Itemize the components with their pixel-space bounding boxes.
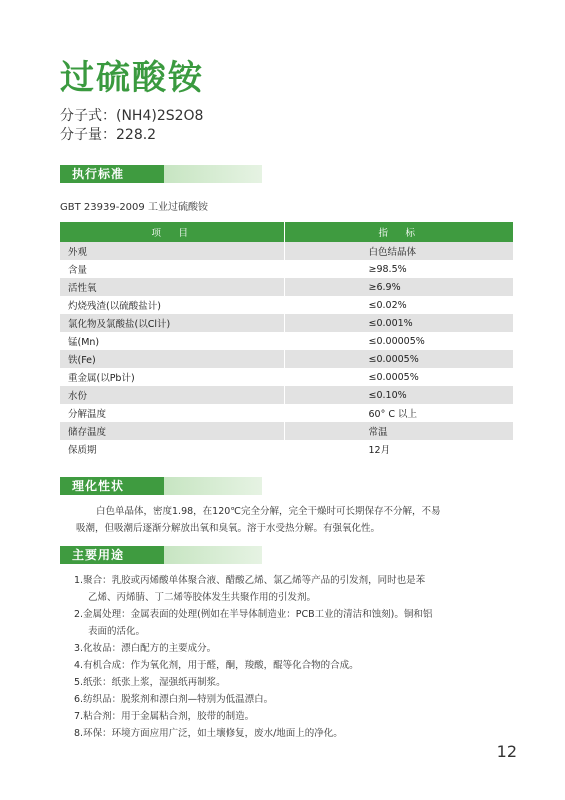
table-cell-item: 活性氧 [60, 278, 284, 296]
table-cell-spec: ≤0.10% [284, 386, 513, 404]
table-cell-item: 氯化物及氯酸盐(以Cl计) [60, 314, 284, 332]
table-cell-item: 分解温度 [60, 404, 284, 422]
properties-paragraph [60, 503, 515, 537]
list-item: 1.聚合：乳胶或丙烯酸单体聚合液、醋酸乙烯、氯乙烯等产品的引发剂，同时也是苯 [74, 575, 426, 586]
properties-line-1: 白色单晶体，密度1.98，在120℃完全分解，完全干燥时可长期保存不分解，不易 [96, 506, 441, 517]
page-number: 12 [496, 742, 517, 761]
list-item: 6.纺织品：脱浆剂和漂白剂—特别为低温漂白。 [74, 694, 274, 705]
table-row [60, 422, 513, 440]
table-row [60, 332, 513, 350]
table-row [60, 350, 513, 368]
section-bar-light [164, 477, 262, 495]
table-cell-item: 外观 [60, 242, 284, 260]
table-row [60, 386, 513, 404]
list-item-continuation: 表面的活化。 [88, 626, 146, 637]
list-item: 7.粘合剂：用于金属粘合剂，胶带的制造。 [74, 711, 255, 722]
section-title-uses: 主要用途 [72, 548, 125, 562]
table-cell-spec: 12月 [284, 440, 513, 458]
table-cell-spec: ≤0.00005% [284, 332, 513, 350]
table-cell-item: 锰(Mn) [60, 332, 284, 350]
table-row [60, 440, 513, 458]
table-row [60, 260, 513, 278]
table-cell-spec: ≤0.02% [284, 296, 513, 314]
section-header-standard [60, 165, 262, 183]
table-row [60, 242, 513, 260]
molecular-formula: 分子式：(NH4)2S2O8 [60, 108, 204, 124]
table-cell-item: 保质期 [60, 440, 284, 458]
spec-table [60, 222, 513, 458]
list-item: 8.环保：环境方面应用广泛，如土壤修复，废水/地面上的净化。 [74, 728, 343, 739]
table-cell-spec: ≤0.0005% [284, 368, 513, 386]
table-cell-spec: ≥98.5% [284, 260, 513, 278]
header-item: 项 目 [60, 222, 284, 242]
section-header-uses [60, 546, 262, 564]
uses-list [74, 572, 524, 742]
table-cell-spec: ≤0.001% [284, 314, 513, 332]
list-item: 4.有机合成：作为氧化剂，用于醛，酮，羧酸，醌等化合物的合成。 [74, 660, 359, 671]
table-cell-spec: 常温 [284, 422, 513, 440]
table-cell-item: 重金属(以Pb计) [60, 368, 284, 386]
table-cell-item: 灼烧残渣(以硫酸盐计) [60, 296, 284, 314]
page-title: 过硫酸铵 [60, 58, 204, 98]
molecular-weight: 分子量：228.2 [60, 127, 157, 143]
section-bar-light [164, 165, 262, 183]
list-item: 3.化妆品：漂白配方的主要成分。 [74, 643, 217, 654]
list-item-continuation: 乙烯、丙烯腈、丁二烯等胶体发生共聚作用的引发剂。 [88, 592, 317, 603]
section-header-properties [60, 477, 262, 495]
table-row [60, 368, 513, 386]
standard-text: GBT 23939-2009 工业过硫酸铵 [60, 202, 208, 213]
properties-line-2: 吸潮，但吸潮后逐渐分解放出氧和臭氧。溶于水受热分解。有强氧化性。 [76, 523, 381, 534]
section-title-standard: 执行标准 [72, 167, 125, 181]
formula-block [60, 107, 203, 145]
header-spec: 指 标 [284, 222, 513, 242]
table-row [60, 314, 513, 332]
table-cell-item: 储存温度 [60, 422, 284, 440]
table-cell-spec: 白色结晶体 [284, 242, 513, 260]
table-cell-item: 含量 [60, 260, 284, 278]
table-row [60, 404, 513, 422]
table-cell-spec: ≤0.0005% [284, 350, 513, 368]
list-item: 2.金属处理：金属表面的处理(例如在半导体制造业：PCB工业的清洁和蚀刻)。铜和铝 [74, 609, 433, 620]
table-cell-item: 铁(Fe) [60, 350, 284, 368]
table-header-row [60, 222, 513, 242]
table-cell-spec: ≥6.9% [284, 278, 513, 296]
table-cell-spec: 60° C 以上 [284, 404, 513, 422]
section-title-properties: 理化性状 [72, 479, 125, 493]
table-row [60, 296, 513, 314]
section-bar-light [164, 546, 262, 564]
table-cell-item: 水份 [60, 386, 284, 404]
list-item: 5.纸张：纸张上浆，湿强纸再制浆。 [74, 677, 226, 688]
table-row [60, 278, 513, 296]
